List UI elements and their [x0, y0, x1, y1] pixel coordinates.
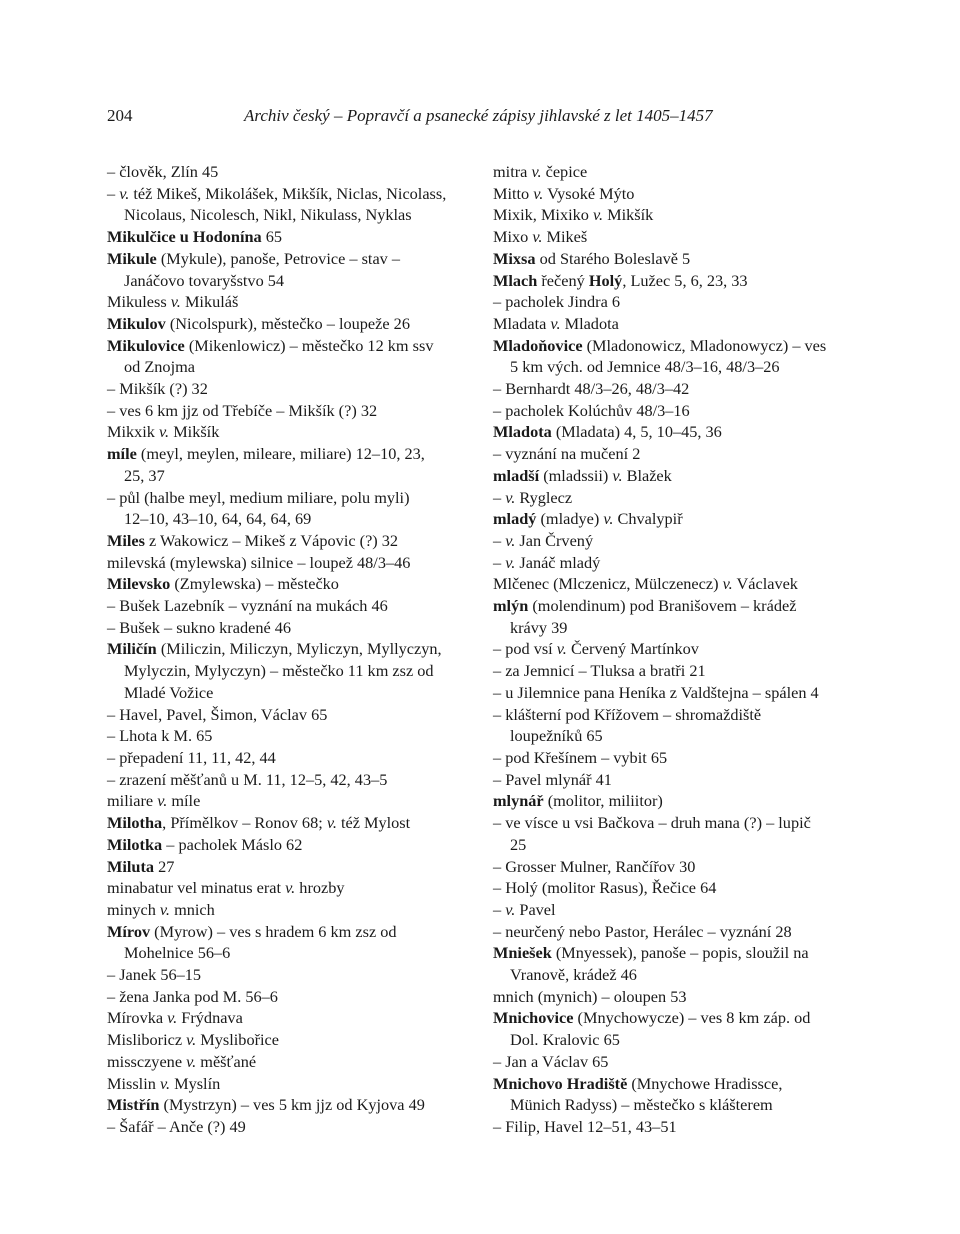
entry-text: též Mikeš, Mikolášek, Mikšík, Niclas, Nicolass, Nicolaus, Nicolesch, Nikl, Nikulass, Nyklas [124, 183, 447, 225]
index-entry [493, 161, 863, 183]
index-entry [493, 508, 863, 530]
index-entry [107, 1094, 469, 1116]
entry-text: – neurčený nebo Pastor, Herálec – vyznání 28 [493, 921, 792, 941]
entry-text: 65 [261, 227, 283, 247]
entry-text: Myslibořice [196, 1030, 279, 1050]
entry-reference-mark: v. [326, 813, 337, 833]
entry-headword: Mnichovo Hradiště [493, 1073, 628, 1093]
entry-text: Blažek [622, 465, 672, 485]
entry-text: – [493, 530, 506, 550]
entry-headword: Mladota [493, 422, 552, 442]
entry-text: (meyl, meylen, mileare, miliare) 12–10, 23, 25, 37 [124, 444, 425, 485]
entry-text: – Jan a Václav 65 [493, 1051, 609, 1071]
entry-text: – Havel, Pavel, Šimon, Václav 65 [107, 704, 328, 724]
entry-text: (molendinum) pod Branišovem – krádež krávy 39 [510, 596, 797, 637]
entry-text: – pod Křešínem – vybit 65 [493, 747, 668, 767]
index-entry [107, 834, 469, 856]
entry-text: Misliboricz [107, 1030, 187, 1050]
entry-text: , Přímělkov – Ronov 68; [162, 813, 327, 833]
entry-text: – půl (halbe meyl, medium miliare, polu myli) 12–10, 43–10, 64, 64, 64, 69 [107, 487, 410, 529]
entry-headword: Mnichovice [493, 1008, 574, 1028]
index-entry [493, 1073, 863, 1116]
entry-headword: Mikulov [107, 313, 166, 333]
entry-text: – pacholek Máslo 62 [162, 834, 303, 854]
entry-headword: Mírov [107, 921, 151, 941]
entry-reference-mark: v. [186, 1030, 197, 1050]
entry-text: milevská (mylewska) silnice – loupež 48/3–46 [107, 552, 411, 572]
entry-text: Frýdnava [177, 1008, 243, 1028]
index-entry [493, 790, 863, 812]
index-entry [493, 378, 863, 400]
index-entry [493, 638, 863, 660]
entry-text: (Miliczin, Miliczyn, Myliczyn, Myllyczyn, Mylyczin, Mylyczyn) – městečko 11 km zsz od Mladé Vožice [124, 639, 442, 702]
entry-reference-mark: v. [505, 530, 516, 550]
index-entry [107, 248, 469, 291]
entry-reference-mark: v. [603, 509, 614, 529]
entry-text: Mikšík [169, 422, 220, 442]
index-entry [493, 443, 863, 465]
index-entry [107, 856, 469, 878]
index-entry [493, 986, 863, 1008]
entry-text: (Mladata) 4, 5, 10–45, 36 [551, 422, 722, 442]
entry-text: – žena Janka pod M. 56–6 [107, 986, 278, 1006]
index-entry [107, 552, 469, 574]
entry-text: (Mikenlowicz) – městečko 12 km ssv od Znojma [124, 335, 434, 377]
entry-text: (Nicolspurk), městečko – loupeže 26 [165, 313, 410, 333]
entry-text: missczyene [107, 1051, 187, 1071]
entry-text: – Mikšík (?) 32 [107, 379, 208, 399]
index-entry [107, 617, 469, 639]
entry-headword: Miles [107, 530, 145, 550]
index-entry [493, 747, 863, 769]
index-entry [107, 1029, 469, 1051]
index-entry [107, 421, 469, 443]
entry-text: (Zmylewska) – městečko [170, 574, 339, 594]
entry-headword: Holý [588, 270, 623, 290]
entry-text: – zrazení měšťanů u M. 11, 12–5, 42, 43–5 [107, 769, 388, 789]
entry-reference-mark: v. [505, 552, 516, 572]
entry-reference-mark: v. [505, 899, 516, 919]
index-entry [493, 335, 863, 378]
entry-text: – u Jilemnice pana Heníka z Valdštejna – spálen 4 [493, 682, 819, 702]
entry-text: Mikxik [107, 422, 160, 442]
entry-text: míle [167, 791, 201, 811]
entry-reference-mark: v. [159, 899, 170, 919]
index-entry [107, 183, 469, 226]
entry-reference-mark: v. [532, 227, 543, 247]
index-entry [493, 1007, 863, 1050]
entry-text: – ve víscе u vsi Bačkova – druh mana (?) – lupič 25 [493, 813, 811, 854]
index-entry [107, 877, 469, 899]
entry-text: (mladssii) [539, 465, 613, 485]
entry-text: Mitto [493, 183, 534, 203]
entry-text: – klášterní pod Křížovem – shromaždiště loupežníků 65 [493, 704, 762, 746]
entry-text: – [493, 552, 506, 572]
entry-headword: míle [107, 444, 137, 464]
entry-headword: Mladoňovice [493, 335, 583, 355]
entry-text: – Bernhardt 48/3–26, 48/3–42 [493, 379, 690, 399]
entry-text: (Mnychowycze) – ves 8 km záp. od Dol. Kralovic 65 [510, 1008, 811, 1050]
index-entry [493, 595, 863, 638]
index-entry [493, 1116, 863, 1138]
entry-reference-mark: v. [533, 183, 544, 203]
index-entry [107, 1051, 469, 1073]
entry-text: – [493, 899, 506, 919]
entry-text: – pacholek Kolúchův 48/3–16 [493, 400, 690, 420]
entry-text: Mikuless [107, 292, 171, 312]
entry-text: (Myrow) – ves s hradem 6 km zsz od Mohelnice 56–6 [124, 921, 397, 963]
index-entry [493, 921, 863, 943]
index-entry [107, 226, 469, 248]
entry-text: Mikeš [542, 227, 588, 247]
entry-text: Ryglecz [515, 487, 573, 507]
entry-reference-mark: v. [556, 639, 567, 659]
entry-text: , Lužec 5, 6, 23, 33 [622, 270, 748, 290]
index-entry [493, 552, 863, 574]
entry-text: – Grosser Mulner, Rančířov 30 [493, 856, 696, 876]
entry-reference-mark: v. [157, 791, 168, 811]
entry-text: Mírovka [107, 1008, 168, 1028]
entry-text: (molitor, miliitor) [543, 791, 663, 811]
entry-text: – Bušek – sukno kradené 46 [107, 617, 292, 637]
index-entry [107, 986, 469, 1008]
index-entry [493, 1051, 863, 1073]
index-entry [107, 573, 469, 595]
index-entry [107, 638, 469, 703]
entry-text: mnich [170, 899, 215, 919]
entry-headword: Milotha [107, 813, 163, 833]
entry-text: – Filip, Havel 12–51, 43–51 [493, 1116, 677, 1136]
index-entry [493, 942, 863, 985]
entry-text: – pacholek Jindra 6 [493, 292, 621, 312]
index-column-left [107, 161, 469, 1138]
index-entry [493, 270, 863, 292]
entry-text: – Lhota k M. 65 [107, 726, 213, 746]
entry-text: mnich (mynich) – oloupen 53 [493, 986, 687, 1006]
entry-text: z Wakowicz – Mikeš z Vápovic (?) 32 [144, 530, 399, 550]
index-entry [493, 899, 863, 921]
page-number: 204 [107, 106, 133, 125]
index-entry [107, 595, 469, 617]
entry-text: – Holý (molitor Rasus), Řečice 64 [493, 878, 717, 898]
index-entry [107, 1116, 469, 1138]
entry-reference-mark: v. [592, 205, 604, 225]
entry-text: Mladota [560, 313, 619, 333]
index-entry [493, 573, 863, 595]
entry-headword: Mistřín [107, 1095, 160, 1115]
index-entry [493, 487, 863, 509]
entry-headword: Mikulovice [107, 335, 185, 355]
entry-text: – ves 6 km jjz od Třebíče – Mikšík (?) 32 [107, 400, 378, 420]
entry-reference-mark: v. [186, 1051, 197, 1071]
entry-text: řečený [537, 270, 589, 290]
entry-headword: Milotka [107, 834, 163, 854]
entry-text: – vyznání na mučení 2 [493, 444, 641, 464]
entry-text: – za Jemnicí – Tluksa a bratři 21 [493, 661, 706, 681]
entry-text: – Bušek Lazebník – vyznání na mukách 46 [107, 596, 388, 616]
entry-reference-mark: v. [159, 1073, 171, 1093]
entry-text: (Mnyessek), panoše – popis, sloužil na Vranově, krádež 46 [510, 943, 809, 985]
entry-text: – Pavel mlynář 41 [493, 769, 612, 789]
entry-headword: Mixsa [493, 248, 536, 268]
entry-text: též Mylost [336, 813, 411, 833]
entry-text: minych [107, 899, 160, 919]
index-entry [493, 204, 863, 226]
index-entry [493, 769, 863, 791]
index-entry [493, 465, 863, 487]
entry-headword: Miličín [107, 639, 157, 659]
entry-text: miliare [107, 791, 158, 811]
entry-reference-mark: v. [531, 162, 542, 181]
entry-reference-mark: v. [170, 292, 181, 312]
entry-headword: Mlach [493, 270, 538, 290]
entry-text: hrozby [295, 878, 345, 898]
entry-text: Mikuláš [180, 292, 239, 312]
entry-text: čepice [541, 162, 588, 181]
index-entry [493, 660, 863, 682]
index-entry [107, 400, 469, 422]
entry-headword: Mikule [107, 248, 157, 268]
index-entry [493, 421, 863, 443]
index-entry [493, 812, 863, 855]
entry-text: – [107, 183, 120, 203]
index-entry [493, 704, 863, 747]
entry-text: Václavek [732, 574, 798, 594]
entry-text: Jan Črvený [515, 530, 594, 550]
index-entry [493, 530, 863, 552]
entry-headword: mladý [493, 509, 537, 529]
entry-text: mitra [493, 162, 532, 181]
index-entry [107, 812, 469, 834]
index-entry [107, 725, 469, 747]
index-entry [107, 769, 469, 791]
entry-headword: mlynář [493, 791, 544, 811]
index-entry [107, 335, 469, 378]
index-entry [107, 291, 469, 313]
index-entry [493, 183, 863, 205]
entry-text: minabatur vel minatus erat [107, 878, 286, 898]
index-entry [107, 964, 469, 986]
entry-text: Myslín [170, 1073, 221, 1093]
entry-headword: Mniešek [493, 943, 552, 963]
entry-text: – přepadení 11, 11, 42, 44 [107, 747, 276, 767]
entry-text: měšťané [196, 1051, 257, 1071]
entry-text: Červený Martínkov [566, 639, 699, 659]
entry-reference-mark: v. [505, 487, 516, 507]
index-entry [493, 682, 863, 704]
index-entry [493, 248, 863, 270]
entry-reference-mark: v. [612, 465, 623, 485]
entry-text: 27 [154, 856, 175, 876]
entry-text: Misslin [107, 1073, 160, 1093]
entry-headword: mladší [493, 465, 540, 485]
entry-text: – pod vsí [493, 639, 557, 659]
entry-reference-mark: v. [722, 574, 733, 594]
index-entry [493, 313, 863, 335]
index-entry [107, 899, 469, 921]
entry-text: Mixo [493, 227, 533, 247]
index-entry [107, 921, 469, 964]
running-title: Archiv český – Popravčí a psanecké zápisy jihlavské z let 1405–1457 [244, 106, 713, 125]
entry-text: (Mykule), panoše, Petrovice – stav – Janáčovo tovaryšstvo 54 [124, 248, 401, 290]
index-entry [493, 856, 863, 878]
index-entry [107, 1007, 469, 1029]
index-column-right [493, 161, 863, 1138]
entry-reference-mark: v. [550, 313, 561, 333]
entry-text: (mladye) [536, 509, 604, 529]
entry-text: od Starého Boleslavě 5 [535, 248, 691, 268]
entry-text: Pavel [515, 899, 556, 919]
index-entry [107, 161, 469, 183]
entry-text: Janáč mladý [515, 552, 601, 572]
entry-headword: mlýn [493, 596, 529, 616]
entry-text: Chvalypiř [613, 509, 683, 529]
entry-headword: Mikulčice u Hodonína [107, 227, 262, 247]
entry-reference-mark: v. [285, 878, 296, 898]
entry-text: (Mystrzyn) – ves 5 km jjz od Kyjova 49 [159, 1095, 425, 1115]
entry-text: Vysoké Mýto [543, 183, 635, 203]
index-entry [107, 790, 469, 812]
index-entry [107, 1073, 469, 1095]
entry-text: – Šafář – Anče (?) 49 [107, 1116, 246, 1136]
index-entry [493, 400, 863, 422]
entry-text: – [493, 487, 506, 507]
entry-reference-mark: v. [167, 1008, 178, 1028]
index-entry [107, 313, 469, 335]
index-entry [493, 226, 863, 248]
index-entry [493, 291, 863, 313]
index-entry [107, 530, 469, 552]
entry-headword: Miluta [107, 856, 155, 876]
index-entry [107, 704, 469, 726]
page-header [107, 103, 727, 129]
entry-text: – člověk, Zlín 45 [107, 162, 219, 181]
entry-headword: Milevsko [107, 574, 171, 594]
entry-text: (Mladonowicz, Mladonowycz) – ves 5 km vých. od Jemnice 48/3–16, 48/3–26 [510, 335, 827, 377]
entry-text: Mlčenec (Mlczenicz, Mülczenecz) [493, 574, 723, 594]
entry-text: (Mnychowe Hradissce, Münich Radyss) – městečko s klášterem [510, 1073, 783, 1115]
entry-text: Mikšík [603, 205, 654, 225]
entry-reference-mark: v. [159, 422, 170, 442]
entry-text: Mladata [493, 313, 551, 333]
entry-reference-mark: v. [119, 183, 130, 203]
index-entry [107, 443, 469, 486]
index-entry [107, 378, 469, 400]
index-entry [107, 487, 469, 530]
entry-text: Mixik, Mixiko [493, 205, 593, 225]
index-entry [107, 747, 469, 769]
index-entry [493, 877, 863, 899]
entry-text: – Janek 56–15 [107, 965, 202, 985]
